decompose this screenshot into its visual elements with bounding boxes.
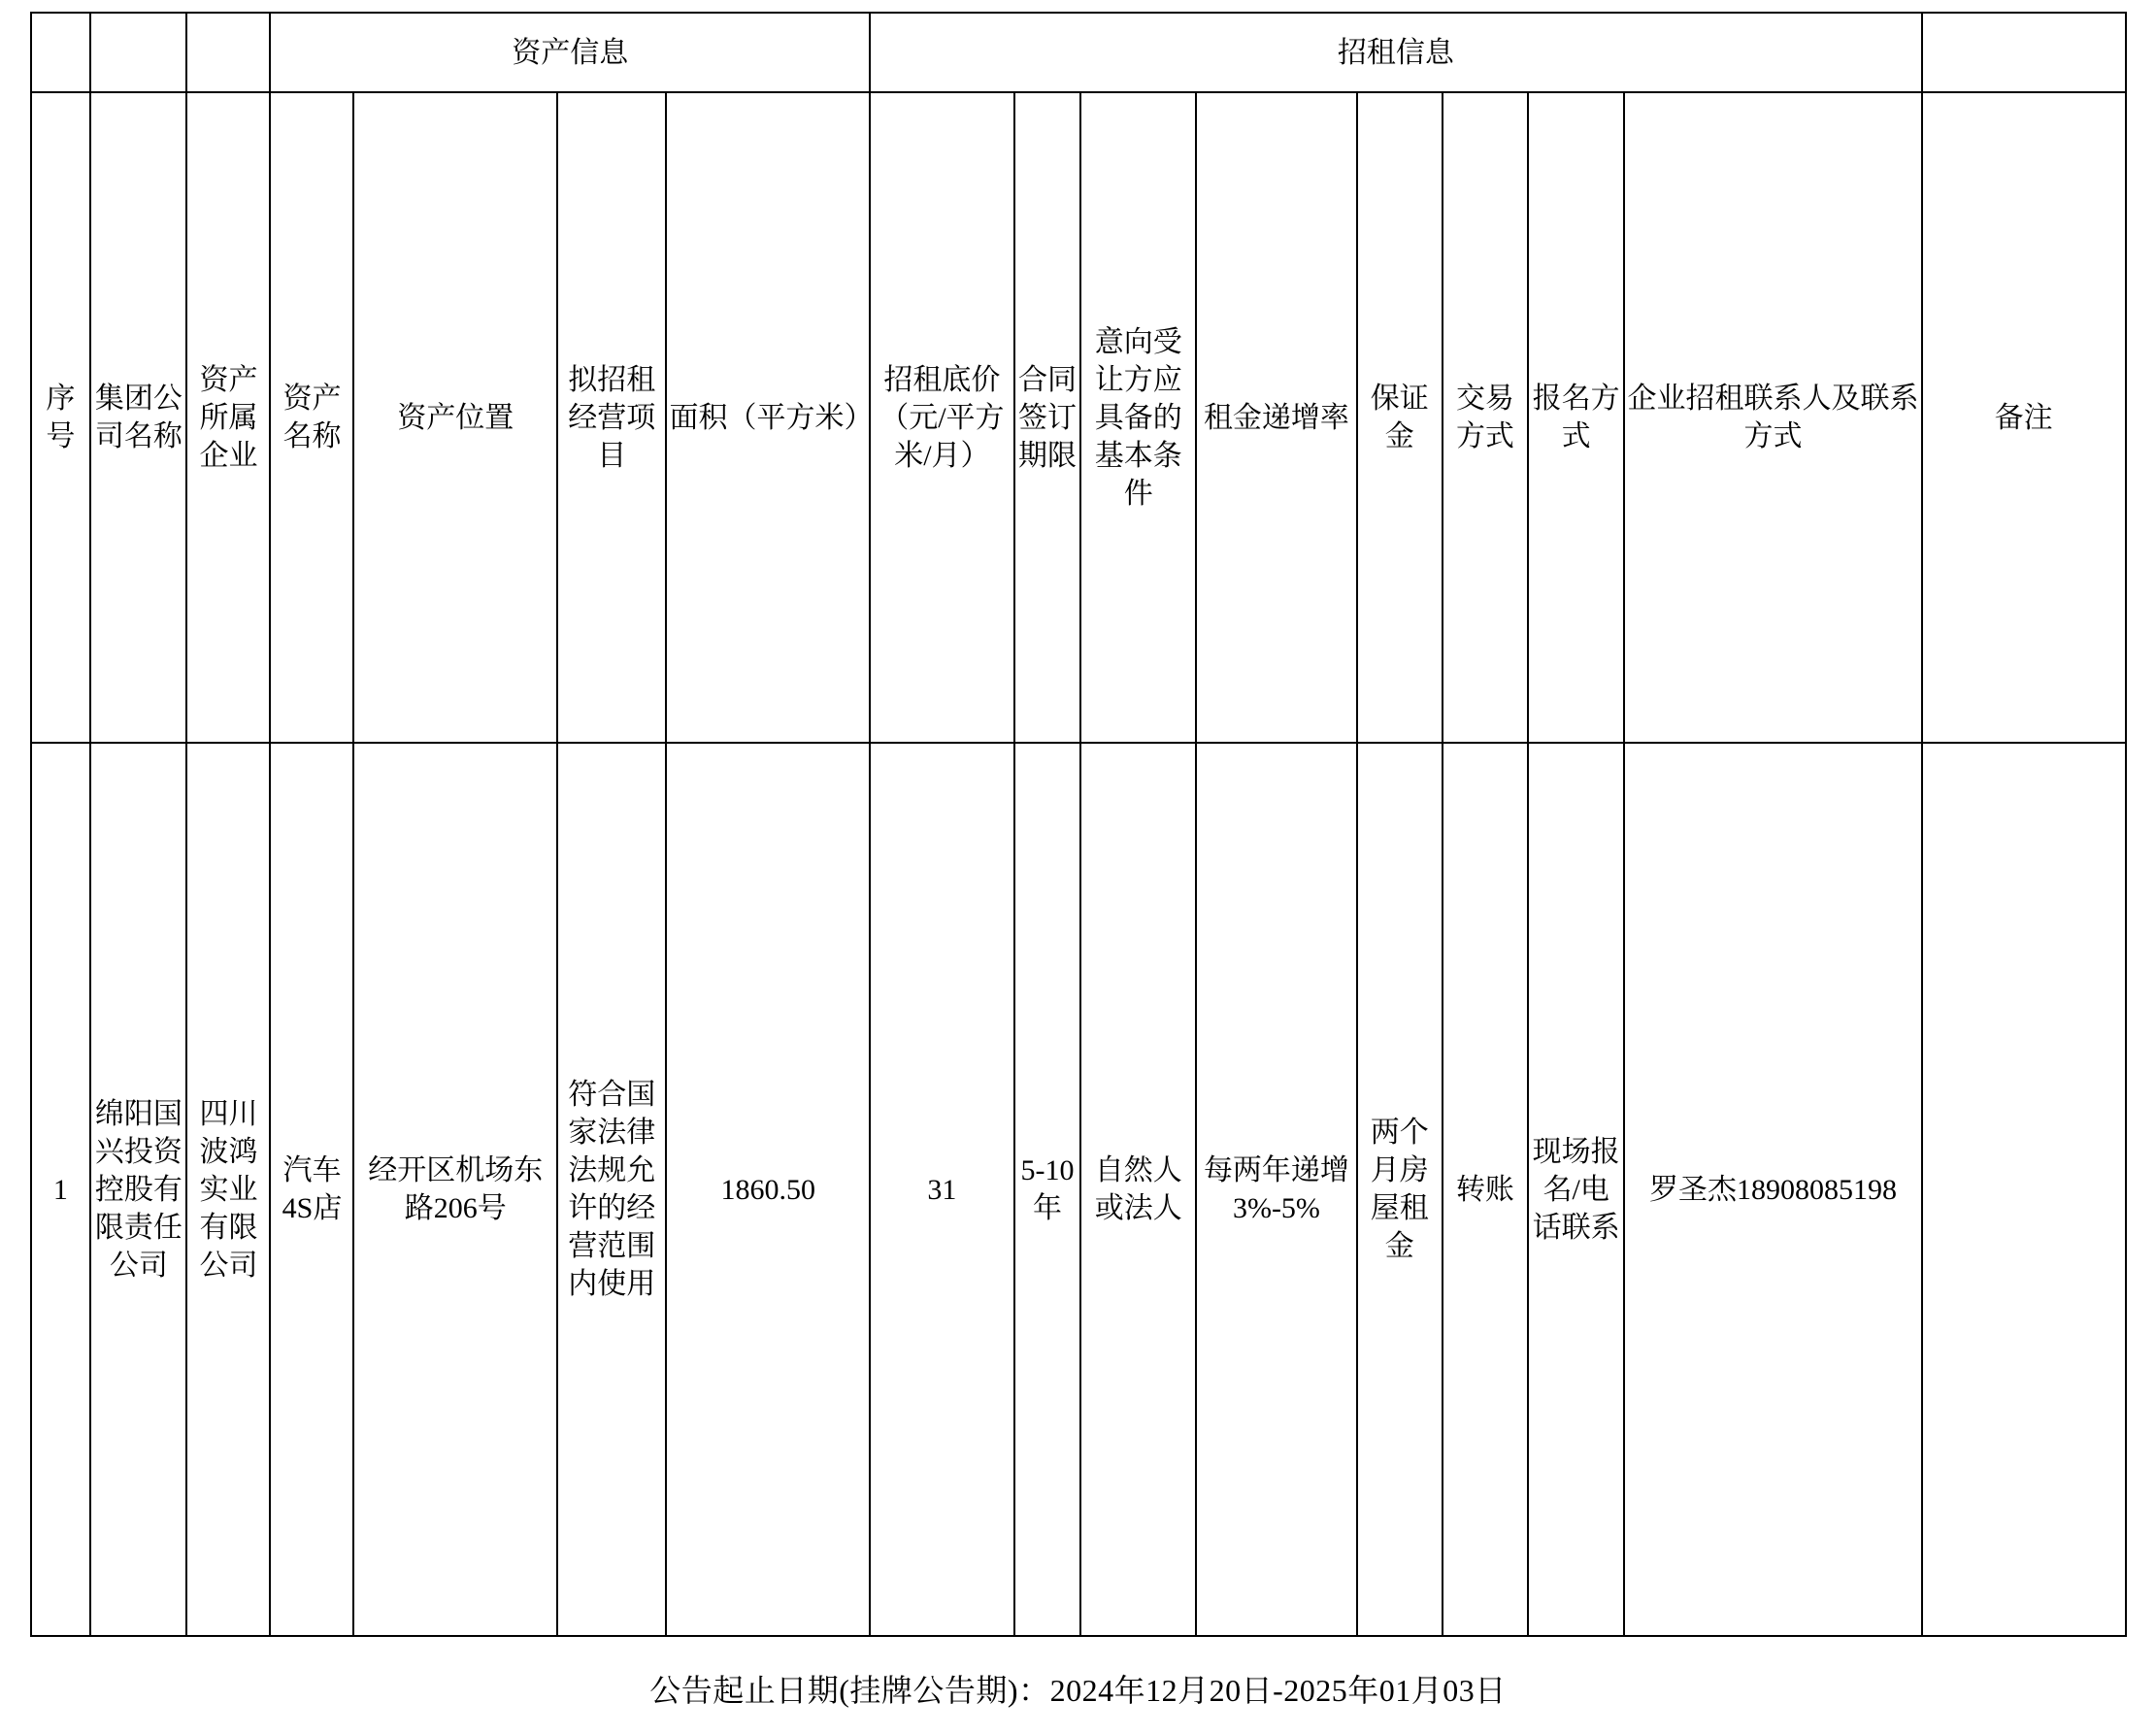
cell-rent-increase: 每两年递增3%-5%	[1196, 743, 1356, 1636]
cell-remark	[1922, 743, 2126, 1636]
column-header-contact: 企业招租联系人及联系方式	[1624, 92, 1922, 743]
cell-trade-method: 转账	[1443, 743, 1528, 1636]
table-group-header-row	[31, 13, 2126, 92]
group-header-spacer-company	[90, 13, 186, 92]
column-header-seq: 序号	[31, 92, 91, 743]
column-header-asset-location: 资产位置	[353, 92, 557, 743]
group-header-spacer-seq	[31, 13, 91, 92]
cell-seq: 1	[31, 743, 91, 1636]
cell-apply-method: 现场报名/电话联系	[1528, 743, 1624, 1636]
cell-area: 1860.50	[666, 743, 870, 1636]
column-header-asset-name: 资产名称	[270, 92, 353, 743]
column-header-trade-method: 交易方式	[1443, 92, 1528, 743]
column-header-apply-method: 报名方式	[1528, 92, 1624, 743]
cell-contact: 罗圣杰18908085198	[1624, 743, 1922, 1636]
column-header-group-company: 集团公司名称	[90, 92, 186, 743]
announcement-period-note: 公告起止日期(挂牌公告期)：2024年12月20日-2025年01月03日	[649, 1673, 1507, 1708]
table-row	[31, 743, 2126, 1636]
column-header-proposed-project: 拟招租经营项目	[557, 92, 666, 743]
cell-basic-conditions: 自然人或法人	[1080, 743, 1196, 1636]
cell-deposit: 两个月房屋租金	[1357, 743, 1443, 1636]
column-header-rent-increase: 租金递增率	[1196, 92, 1356, 743]
cell-contract-term: 5-10年	[1014, 743, 1080, 1636]
column-header-contract-term: 合同签订期限	[1014, 92, 1080, 743]
group-header-rental-info: 招租信息	[870, 13, 1922, 92]
asset-rental-table	[30, 12, 2127, 1637]
group-header-asset-info: 资产信息	[270, 13, 869, 92]
column-header-belonging-enterprise: 资产所属企业	[186, 92, 270, 743]
column-header-base-price: 招租底价（元/平方米/月）	[870, 92, 1014, 743]
cell-proposed-project: 符合国家法律法规允许的经营范围内使用	[557, 743, 666, 1636]
cell-belonging-enterprise: 四川波鸿实业有限公司	[186, 743, 270, 1636]
group-header-spacer-enterprise	[186, 13, 270, 92]
cell-asset-location: 经开区机场东路206号	[353, 743, 557, 1636]
cell-group-company: 绵阳国兴投资控股有限责任公司	[90, 743, 186, 1636]
table-column-header-row	[31, 92, 2126, 743]
column-header-deposit: 保证金	[1357, 92, 1443, 743]
column-header-basic-conditions: 意向受让方应具备的基本条件	[1080, 92, 1196, 743]
column-header-remark: 备注	[1922, 92, 2126, 743]
cell-asset-name: 汽车4S店	[270, 743, 353, 1636]
cell-base-price: 31	[870, 743, 1014, 1636]
group-header-spacer-remark	[1922, 13, 2126, 92]
column-header-area: 面积（平方米）	[666, 92, 870, 743]
